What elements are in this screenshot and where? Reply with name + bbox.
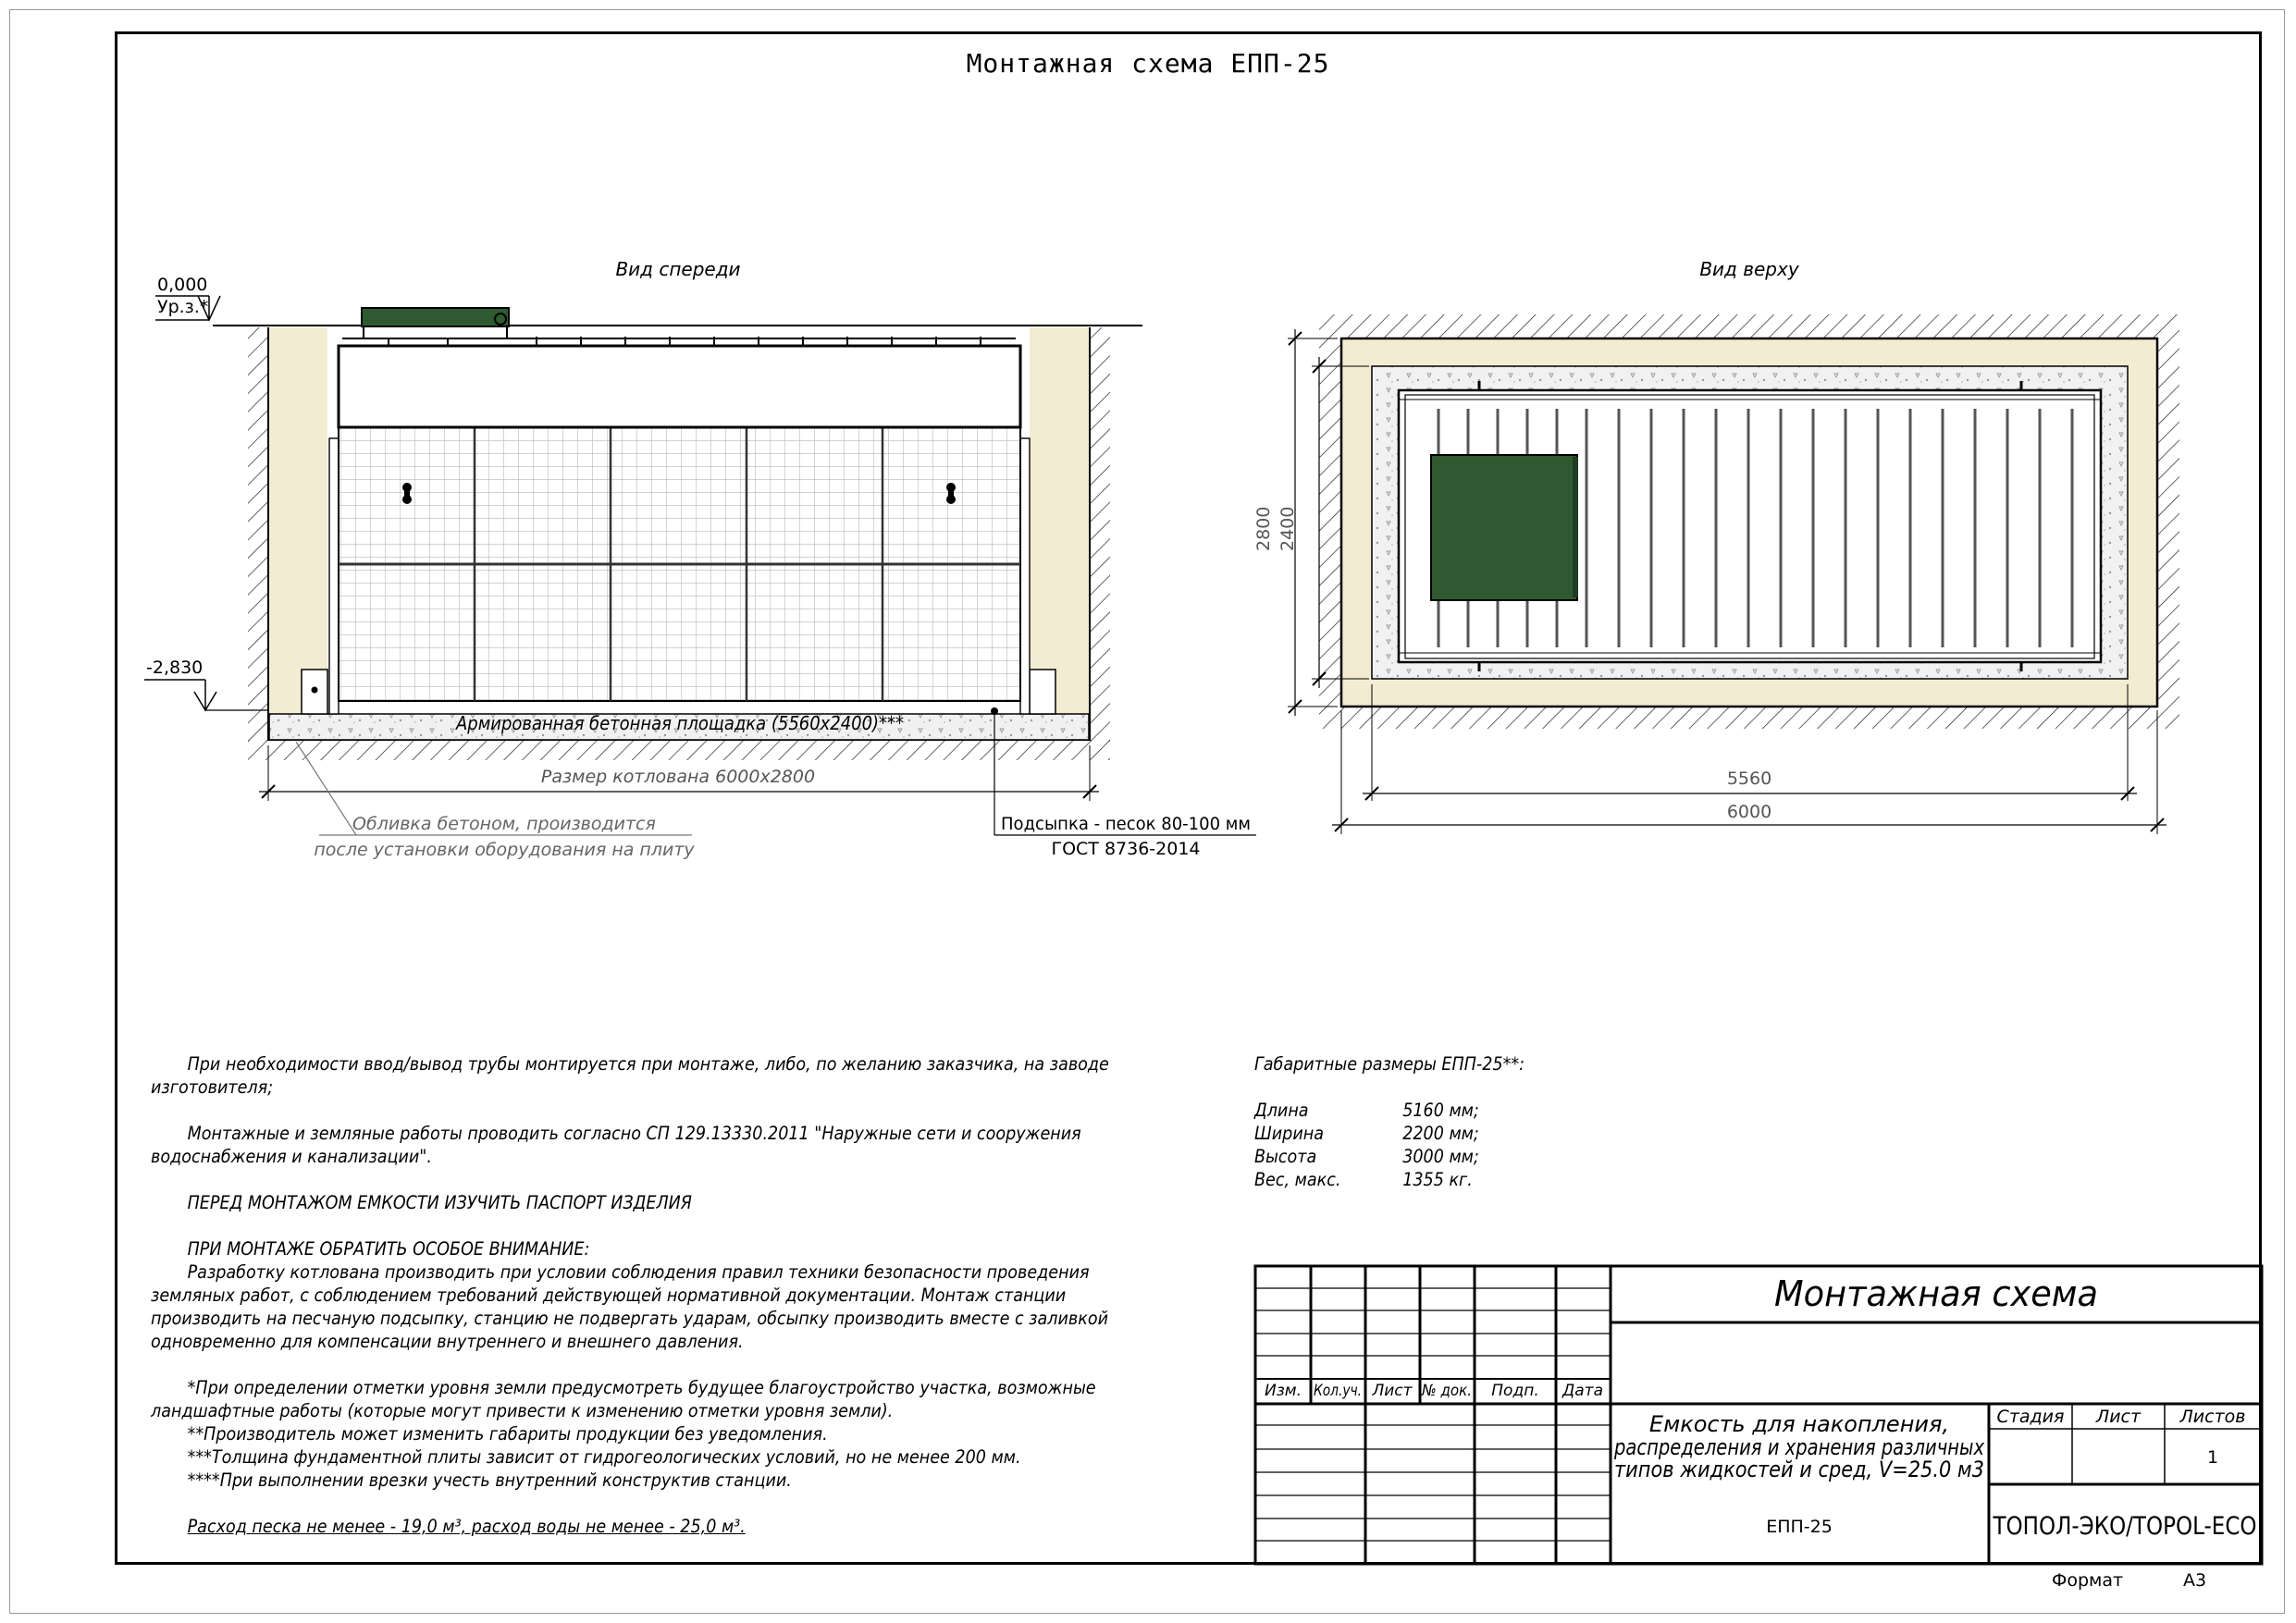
- soil-hatch-left: [248, 327, 268, 742]
- desc-line-3: типов жидкостей и сред, V=25.0 м3: [1614, 1457, 1984, 1482]
- dimension-row: Ширина 2200 мм;: [1254, 1123, 1479, 1144]
- drawing-title: Монтажная схема ЕПП-25: [966, 48, 1330, 79]
- top-view: [1253, 258, 2179, 834]
- dimension-row: Высота 3000 мм;: [1254, 1146, 1479, 1167]
- note-attention-body: Разработку котлована производить при условии соблюдения правил техники безопасности проведения земляных работ, с соблюдением требований действующей нормативной документации. Монтаж станции производить на песчаную подсыпку, станцию не подвергать ударам, обсыпку производить вместе с заливкой одновременно для компенсации внутреннего и внешнего давления.: [151, 1261, 1108, 1352]
- sheets-value: 1: [2206, 1447, 2219, 1468]
- format-label: Формат: [2052, 1570, 2124, 1591]
- note-slab-thickness: ***Толщина фундаментной плиты зависит от гидрогеологических условий, но не менее 200 мм.: [187, 1446, 1021, 1468]
- pit-size-label: Размер котлована 6000х2800: [540, 767, 816, 787]
- slab-label: Армированная бетонная площадка (5560х2400)***: [454, 712, 904, 734]
- company-name: ТОПОЛ-ЭКО/TOPOL-ECO: [1992, 1512, 2257, 1541]
- col-doc: № док.: [1421, 1382, 1472, 1400]
- front-view: [144, 258, 1256, 860]
- dim-5560: 5560: [1726, 768, 1772, 789]
- note-dimensions-change: **Производитель может изменить габариты продукции без уведомления.: [187, 1423, 828, 1445]
- format-value: А3: [2183, 1570, 2207, 1591]
- doc-title: Монтажная схема: [1774, 1273, 2098, 1314]
- sheets-label: Листов: [2179, 1407, 2246, 1427]
- concrete-note-1: Обливка бетоном, производится: [352, 814, 656, 834]
- desc-line-1: Емкость для накопления,: [1648, 1411, 1950, 1437]
- col-date: Дата: [1562, 1382, 1604, 1400]
- installation-notes: [151, 1052, 1121, 1561]
- note-ground-level: *При определении отметки уровня земли предусмотреть будущее благоустройство участка, возможные ландшафтные работы (которые могут привести к изменению отметки уровня земли).: [151, 1377, 1096, 1421]
- note-passport: ПЕРЕД МОНТАЖОМ ЕМКОСТИ ИЗУЧИТЬ ПАСПОРТ ИЗДЕЛИЯ: [187, 1192, 692, 1213]
- soil-hatch-bottom: [248, 740, 1110, 760]
- sand-note-2: ГОСТ 8736-2014: [1051, 839, 1201, 859]
- level-top-label: Ур.з.*: [157, 297, 209, 317]
- note-pipe: При необходимости ввод/вывод трубы монтируется при монтаже, либо, по желанию заказчика, на заводе изготовителя;: [151, 1053, 1109, 1098]
- overall-dimensions: [1254, 1052, 1524, 1191]
- dimension-row: Вес, макс. 1355 кг.: [1254, 1169, 1473, 1190]
- note-standards: Монтажные и земляные работы проводить согласно СП 129.13330.2011 "Наружные сети и сооружения водоснабжения и канализации".: [151, 1123, 1081, 1167]
- col-list: Лист: [1372, 1382, 1413, 1400]
- sheet-label: Лист: [2095, 1407, 2142, 1427]
- desc-line-2: распределения и хранения различных: [1613, 1434, 1985, 1460]
- note-attention-head: ПРИ МОНТАЖЕ ОБРАТИТЬ ОСОБОЕ ВНИМАНИЕ:: [187, 1238, 590, 1260]
- concrete-note-2: после установки оборудования на плиту: [314, 840, 695, 860]
- col-izm: Изм.: [1265, 1382, 1302, 1400]
- tank-top-plate: [339, 346, 1020, 427]
- soil-hatch-right: [1090, 327, 1110, 742]
- top-view-label: Вид верху: [1699, 258, 1799, 280]
- level-top-value: 0,000: [157, 275, 208, 295]
- dim-2400: 2400: [1278, 506, 1298, 551]
- concrete-pad-right: [1030, 670, 1055, 714]
- col-sign: Подп.: [1491, 1382, 1539, 1400]
- dimensions-header: Габаритные размеры ЕПП-25**:: [1254, 1053, 1525, 1075]
- front-view-label: Вид спереди: [615, 258, 741, 280]
- top-service-lid: [1431, 455, 1577, 600]
- note-cutting: ****При выполнении врезки учесть внутренний конструктив станции.: [187, 1469, 792, 1491]
- sand-backfill-right: [1030, 327, 1089, 714]
- dimension-row: Длина 5160 мм;: [1254, 1100, 1479, 1121]
- dim-2800: 2800: [1253, 506, 1274, 551]
- stage-label: Стадия: [1996, 1407, 2065, 1427]
- doc-code: ЕПП-25: [1766, 1517, 1833, 1537]
- dim-6000: 6000: [1726, 802, 1772, 822]
- level-bottom-value: -2,830: [146, 658, 204, 678]
- col-kol-uch: Кол.уч.: [1314, 1382, 1362, 1400]
- sand-backfill-left: [269, 327, 327, 714]
- sand-note-1: Подсыпка - песок 80-100 мм: [1001, 814, 1251, 834]
- note-consumption: Расход песка не менее - 19,0 м³, расход воды не менее - 25,0 м³.: [187, 1516, 746, 1537]
